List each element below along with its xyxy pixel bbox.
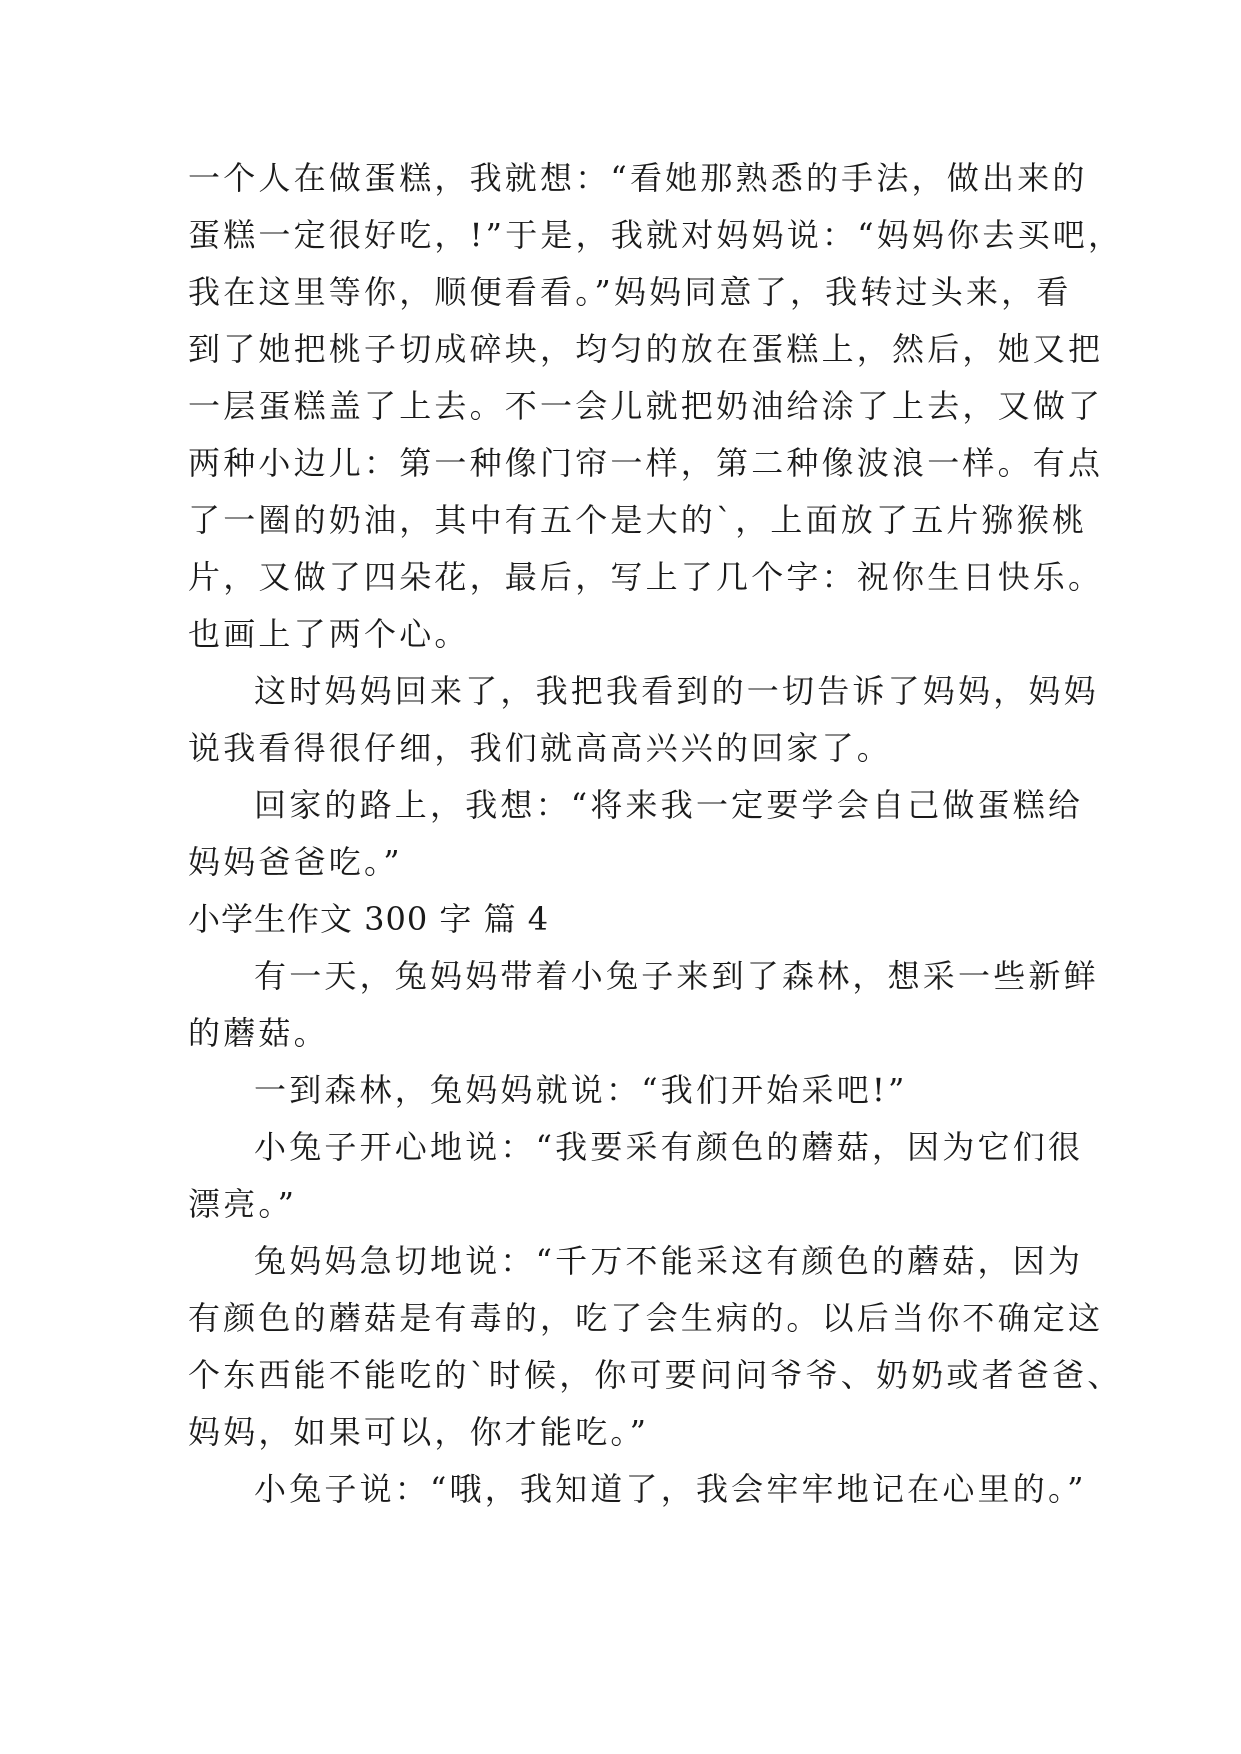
text-line: 说我看得很仔细，我们就高高兴兴的回家了。 <box>188 729 893 767</box>
text-line: 一层蛋糕盖了上去。不一会儿就把奶油给涂了上去，又做了 <box>188 387 1104 425</box>
section-heading: 小学生作文 300 字 篇 4 <box>188 900 550 938</box>
paragraph-first-line: 小兔子开心地说：“我要采有颜色的蘑菇，因为它们很 <box>254 1128 1084 1166</box>
text-line: 的蘑菇。 <box>188 1014 329 1052</box>
paragraph-first-line: 回家的路上，我想：“将来我一定要学会自己做蛋糕给 <box>254 786 1084 824</box>
text-line: 我在这里等你，顺便看看。”妈妈同意了，我转过头来，看 <box>188 273 1072 311</box>
text-line: 片，又做了四朵花，最后，写上了几个字：祝你生日快乐。 <box>188 558 1104 596</box>
text-line: 个东西能不能吃的`时候，你可要问问爷爷、奶奶或者爸爸、 <box>188 1356 1123 1394</box>
paragraph-first-line: 这时妈妈回来了，我把我看到的一切告诉了妈妈，妈妈 <box>254 672 1099 710</box>
paragraph-first-line: 有一天，兔妈妈带着小兔子来到了森林，想采一些新鲜 <box>254 957 1099 995</box>
paragraph-first-line: 小兔子说：“哦，我知道了，我会牢牢地记在心里的。” <box>254 1470 1087 1508</box>
paragraph-first-line: 兔妈妈急切地说：“千万不能采这有颜色的蘑菇，因为 <box>254 1242 1084 1280</box>
text-line: 也画上了两个心。 <box>188 615 470 653</box>
text-line: 妈妈爸爸吃。” <box>188 843 403 881</box>
text-line: 妈妈，如果可以，你才能吃。” <box>188 1413 650 1451</box>
text-line: 两种小边儿：第一种像门帘一样，第二种像波浪一样。有点 <box>188 444 1104 482</box>
text-line: 一个人在做蛋糕，我就想：“看她那熟悉的手法，做出来的 <box>188 159 1088 197</box>
text-line: 到了她把桃子切成碎块，均匀的放在蛋糕上，然后，她又把 <box>188 330 1104 368</box>
text-line: 有颜色的蘑菇是有毒的，吃了会生病的。以后当你不确定这 <box>188 1299 1104 1337</box>
text-line: 漂亮。” <box>188 1185 298 1223</box>
text-line: 蛋糕一定很好吃，!”于是，我就对妈妈说：“妈妈你去买吧， <box>188 216 1124 254</box>
paragraph-first-line: 一到森林，兔妈妈就说：“我们开始采吧!” <box>254 1071 908 1109</box>
text-line: 了一圈的奶油，其中有五个是大的`，上面放了五片猕猴桃 <box>188 501 1088 539</box>
